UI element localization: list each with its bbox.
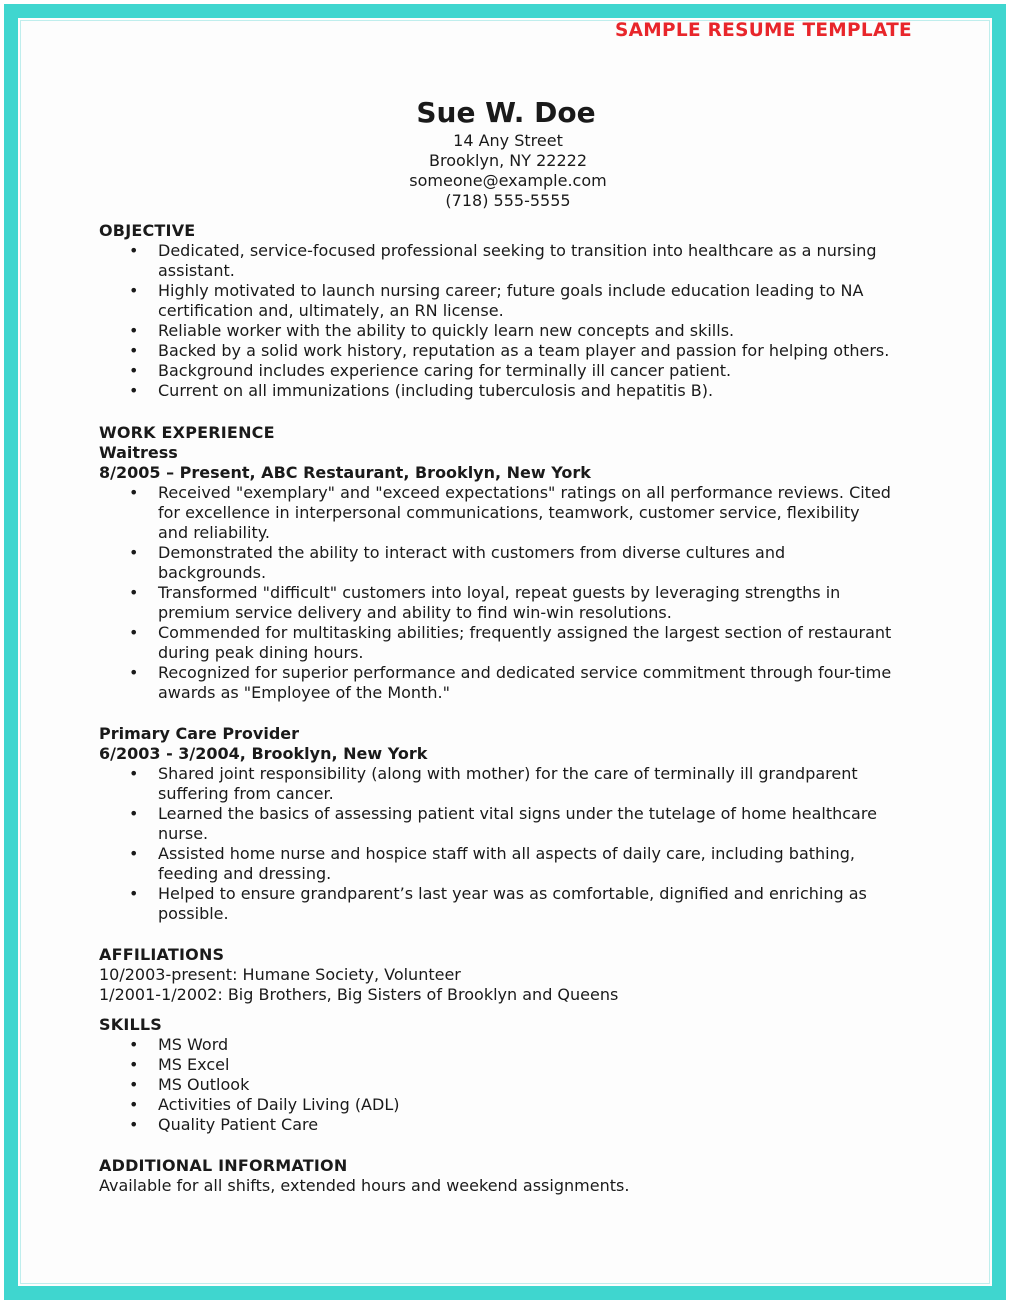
list-item-text: Dedicated, service-focused professional seeking to transition into healthcare as a nursing assistant. [158,241,877,280]
list-item [99,1055,939,1075]
spacer [99,703,939,724]
list-item [99,483,939,543]
job-dates: 8/2005 – Present, ABC Restaurant, Brooklyn, New York [99,463,591,482]
list-item [99,663,939,703]
bullet-dot: • [129,281,139,300]
additional-info-heading: ADDITIONAL INFORMATION [99,1156,348,1175]
bullet-dot: • [129,844,139,863]
list-item [99,623,939,663]
candidate-name: Sue W. Doe [416,96,596,129]
list-item-text: Commended for multitasking abilities; frequently assigned the largest section of restaurant during peak dining hours. [158,623,892,662]
bullet-dot: • [129,804,139,823]
bullet-dot: • [129,543,139,562]
address-street: 14 Any Street [453,131,563,150]
list-item-text: Quality Patient Care [158,1115,319,1134]
list-item [99,321,939,341]
list-item-text: Shared joint responsibility (along with mother) for the care of terminally ill grandparent suffering from cancer. [158,764,858,803]
bullet-dot: • [129,663,139,682]
affiliations-heading: AFFILIATIONS [99,945,225,964]
bullet-dot: • [129,884,139,903]
list-item [99,804,939,844]
job-title: Waitress [99,443,178,462]
objective-list [99,241,939,401]
bullet-dot: • [129,1115,139,1134]
bullet-dot: • [129,1055,139,1074]
address-city: Brooklyn, NY 22222 [429,151,587,170]
list-item-text: MS Excel [158,1055,230,1074]
list-item-text: Background includes experience caring for terminally ill cancer patient. [158,361,732,380]
affiliation-line: 10/2003-present: Humane Society, Volunteer [99,965,461,984]
list-item-text: MS Word [158,1035,229,1054]
bullet-dot: • [129,1095,139,1114]
spacer [99,1135,939,1156]
email-address: someone@example.com [409,171,607,190]
bullet-dot: • [129,1035,139,1054]
list-item-text: Transformed "difficult" customers into loyal, repeat guests by leveraging strengths in premium service delivery and ability to find win-win resolutions. [158,583,841,622]
list-item [99,281,939,321]
objective-heading: OBJECTIVE [99,221,196,240]
list-item-text: Activities of Daily Living (ADL) [158,1095,400,1114]
phone-number: (718) 555-5555 [445,191,571,210]
spacer [99,924,939,945]
work-experience-heading: WORK EXPERIENCE [99,423,275,442]
job-duties-list [99,764,939,924]
list-item [99,1115,939,1135]
list-item [99,844,939,884]
list-item-text: Highly motivated to launch nursing career; future goals include education leading to NA certification and, ultimately, an RN license. [158,281,864,320]
list-item [99,381,939,401]
list-item [99,1075,939,1095]
bullet-dot: • [129,764,139,783]
list-item [99,764,939,804]
list-item [99,884,939,924]
template-banner: SAMPLE RESUME TEMPLATE [615,20,912,41]
list-item-text: Current on all immunizations (including tuberculosis and hepatitis B). [158,381,714,400]
job-duties-list [99,483,939,703]
resume-body [99,221,939,1196]
spacer [99,401,939,423]
resume-header [0,95,1010,211]
bullet-dot: • [129,483,139,502]
list-item-text: Demonstrated the ability to interact with customers from diverse cultures and backgrounds. [158,543,786,582]
list-item-text: Helped to ensure grandparent’s last year was as comfortable, dignified and enriching as possible. [158,884,867,923]
skills-heading: SKILLS [99,1015,162,1034]
bullet-dot: • [129,361,139,380]
skills-list [99,1035,939,1135]
spacer [99,1005,939,1015]
list-item-text: Reliable worker with the ability to quickly learn new concepts and skills. [158,321,735,340]
additional-info-text: Available for all shifts, extended hours and weekend assignments. [99,1176,630,1195]
affiliation-line: 1/2001-1/2002: Big Brothers, Big Sisters of Brooklyn and Queens [99,985,619,1004]
list-item [99,1035,939,1055]
list-item [99,1095,939,1115]
bullet-dot: • [129,583,139,602]
list-item-text: Recognized for superior performance and dedicated service commitment through four-time awards as "Employee of the Month." [158,663,892,702]
list-item [99,583,939,623]
bullet-dot: • [129,623,139,642]
list-item [99,241,939,281]
list-item-text: MS Outlook [158,1075,250,1094]
job-dates: 6/2003 - 3/2004, Brooklyn, New York [99,744,428,763]
bullet-dot: • [129,241,139,260]
list-item [99,543,939,583]
list-item-text: Backed by a solid work history, reputation as a team player and passion for helping others. [158,341,890,360]
list-item [99,341,939,361]
list-item [99,361,939,381]
job-title: Primary Care Provider [99,724,300,743]
list-item-text: Assisted home nurse and hospice staff with all aspects of daily care, including bathing, feeding and dressing. [158,844,855,883]
bullet-dot: • [129,1075,139,1094]
list-item-text: Learned the basics of assessing patient vital signs under the tutelage of home healthcare nurse. [158,804,877,843]
bullet-dot: • [129,381,139,400]
bullet-dot: • [129,321,139,340]
bullet-dot: • [129,341,139,360]
list-item-text: Received "exemplary" and "exceed expectations" ratings on all performance reviews. Cited for excellence in interpersonal communications, teamwork, customer service, flexibility and reliability. [158,483,891,542]
